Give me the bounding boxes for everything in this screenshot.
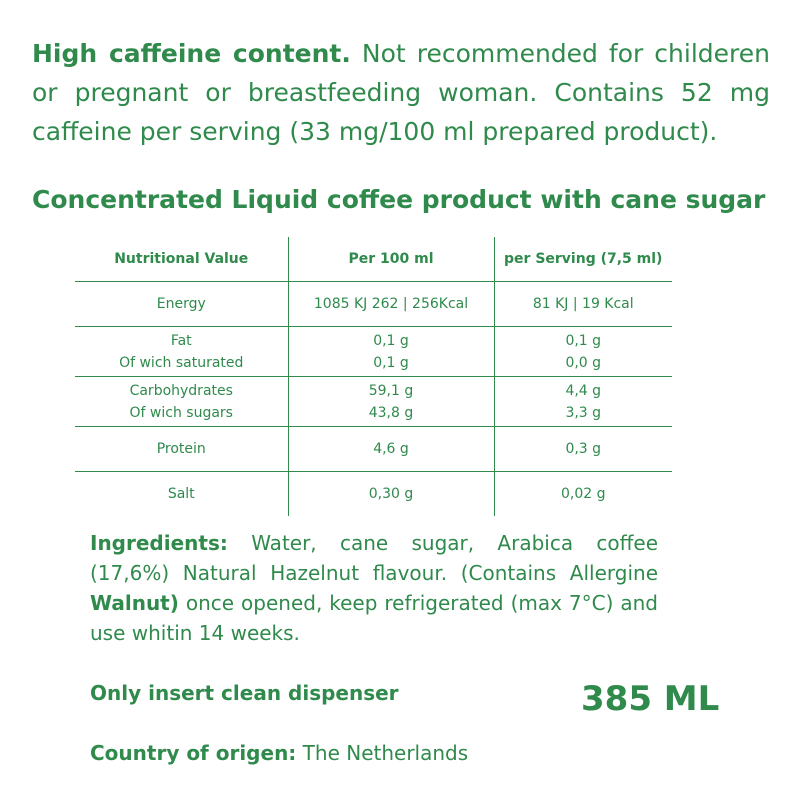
nutrition-table [75, 237, 672, 516]
warning-text: Not recommended for childeren or pregnant or breastfeeding woman. Contains 52 mg caffeine per serving (33 mg/100 ml prepared product). [32, 39, 770, 146]
header-per-serving: per Serving (7,5 ml) [494, 237, 672, 282]
row-label-line: Of wich sugars [129, 404, 233, 421]
caffeine-warning [32, 34, 770, 151]
product-title: Concentrated Liquid coffee product with cane sugar [32, 185, 766, 214]
row-per-serving [494, 377, 672, 427]
row-label-line: Fat [170, 332, 192, 349]
table-row-energy [75, 282, 672, 327]
dispenser-note: Only insert clean dispenser [90, 681, 399, 705]
row-value-line: 3,3 g [565, 404, 602, 421]
row-label-line: Of wich saturated [119, 354, 244, 371]
header-per-100ml: Per 100 ml [288, 237, 494, 282]
row-value-line: 0,1 g [373, 354, 409, 371]
row-value-line: 0,0 g [565, 354, 602, 371]
country-of-origin [90, 738, 468, 768]
row-label [75, 377, 288, 427]
header-nutritional-value: Nutritional Value [114, 251, 249, 267]
row-value-line: 59,1 g [368, 382, 414, 399]
row-per-100ml [288, 327, 494, 377]
origin-lead: Country of origen: [90, 741, 297, 765]
row-per-serving [494, 327, 672, 377]
row-value-line: 4,4 g [565, 382, 602, 399]
table-row-carbohydrates [75, 377, 672, 427]
row-label: Protein [75, 427, 288, 472]
table-row-protein [75, 427, 672, 472]
row-per-serving: 0,3 g [494, 427, 672, 472]
row-label: Salt [75, 472, 288, 517]
row-label [75, 327, 288, 377]
storage-instructions: once opened, keep refrigerated (max 7°C) and use whitin 14 weeks. [90, 591, 659, 645]
allergen-walnut: Walnut) [90, 591, 179, 615]
row-per-serving: 0,02 g [494, 472, 672, 517]
volume-label: 385 ML [581, 679, 720, 719]
row-value-line: 0,1 g [373, 332, 409, 349]
row-per-100ml: 0,30 g [288, 472, 494, 517]
warning-lead: High caffeine content. [32, 39, 351, 68]
row-value-line: 0,1 g [565, 332, 602, 349]
row-value-line: 43,8 g [368, 404, 414, 421]
table-row-fat [75, 327, 672, 377]
ingredients-lead: Ingredients: [90, 531, 228, 555]
row-label: Energy [75, 282, 288, 327]
table-row-salt [75, 472, 672, 517]
origin-country: The Netherlands [302, 741, 469, 765]
row-per-serving: 81 KJ | 19 Kcal [494, 282, 672, 327]
ingredients-text: Water, cane sugar, Arabica coffee (17,6%) Natural Hazelnut flavour. (Contains Allergine [90, 531, 659, 585]
row-per-100ml: 4,6 g [288, 427, 494, 472]
row-per-100ml [288, 377, 494, 427]
row-per-100ml: 1085 KJ 262 | 256Kcal [288, 282, 494, 327]
ingredients-block [90, 528, 658, 648]
nutrition-header-row [75, 237, 672, 282]
row-label-line: Carbohydrates [129, 382, 233, 399]
